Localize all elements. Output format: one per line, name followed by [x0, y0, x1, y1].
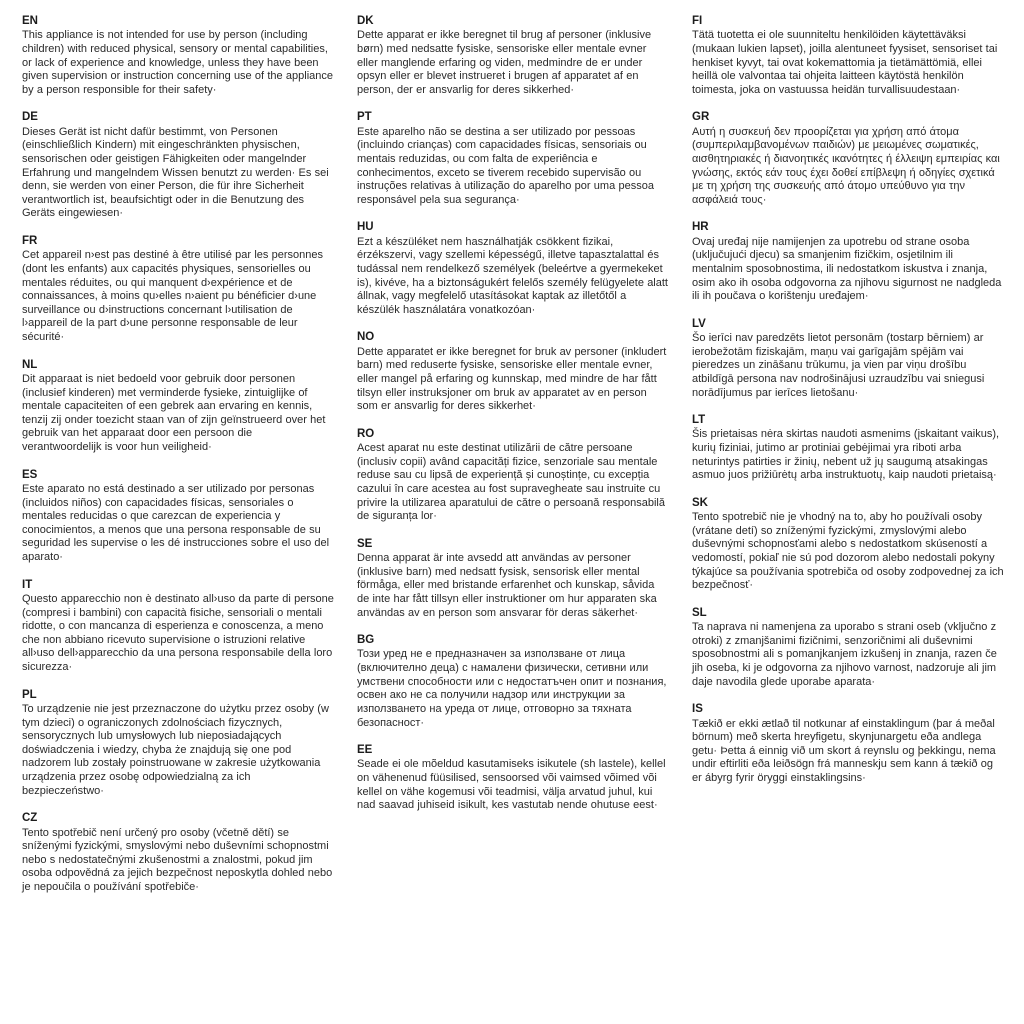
language-section	[357, 14, 669, 97]
language-section	[22, 468, 334, 565]
language-paragraph: Acest aparat nu este destinat utilizării de către persoane (inclusiv copii) având capacități fizice, senzoriale sau mentale reduse sau cu lipsă de experiență și cunoștințe, cu excepția cazului în care acestea au fost supravegheate sau instruite cu privire la utilizarea aparatului de către o persoană responsabilă de siguranța lor·	[357, 442, 665, 523]
language-code-heading: SE	[357, 537, 373, 550]
language-section	[357, 330, 669, 413]
language-paragraph: Dette apparat er ikke beregnet til brug af personer (inklusive børn) med nedsatte fysiske, sensoriske eller mentale evner eller manglende erfaring og viden, medmindre de er under opsyn eller er blevet instrueret i brugen af apparatet af en person, der er ansvarlig for deres sikkerhed·	[357, 29, 652, 96]
language-section	[357, 537, 669, 620]
language-code-heading: FR	[22, 235, 38, 247]
language-code-heading: EN	[22, 15, 38, 27]
column-middle	[357, 14, 669, 1014]
language-section	[22, 688, 334, 799]
language-section	[22, 358, 334, 455]
language-section	[22, 14, 334, 97]
language-paragraph: Ezt a készüléket nem használhatják csökkent fizikai, érzékszervi, vagy szellemi képességű, illetve tapasztalattal és tudással nem rendelkező személyek (beleértve a gyermekeket is), kivéve, ha a biztonságukért felelős személy felügyelete alatt állnak, vagy megfelelő utasításokat kaptak az illetőtől a készülék használatára vonatkozóan·	[357, 235, 668, 316]
language-code-heading: EE	[357, 744, 373, 757]
language-paragraph: To urządzenie nie jest przeznaczone do użytku przez osoby (w tym dzieci) o ograniczonych zdolnościach fizycznych, sensorycznych lub umysłowych lub nieposiadających doświadczenia i wiedzy, chyba że znajdują się one pod nadzorem lub zostały poinstruowane w zakresie użytkowania urządzenia przez osobę odpowiedzialną za ich bezpieczeństwo·	[22, 702, 329, 797]
language-paragraph: Dette apparatet er ikke beregnet for bruk av personer (inkludert barn) med reduserte fysiske, sensoriske eller mentale evner, eller mangel på erfaring og kunnskap, med mindre de har fått tilsyn eller instruksjoner om bruk av apparatet av en person som er ansvarlig for deres sikkerhet·	[357, 345, 667, 413]
language-code-heading: PL	[22, 688, 37, 701]
language-paragraph: Tento spotrebič nie je vhodný na to, aby ho používali osoby (vrátane detí) so zníženými fyzickými, zmyslovými alebo duševnými schopnosťami alebo s nedostatkom skúseností a vedomostí, pokiaľ nie sú pod dozorom alebo nedostali pokyny týkajúce sa používania spotrebiča od osoby zodpovednej za ich bezpečnosť·	[692, 511, 1004, 592]
language-code-heading: CZ	[22, 812, 38, 825]
language-section	[357, 427, 669, 524]
language-paragraph: Seade ei ole mõeldud kasutamiseks isikutele (sh lastele), kellel on vähenenud füüsilised, sensoorsed või vaimsed võimed või kellel on vähe kogemusi või teadmisi, välja arvatud juhul, kui nad saavad juhiseid isikult, kes vastutab nende ohutuse eest·	[357, 758, 666, 812]
language-paragraph: Šis prietaisas nėra skirtas naudoti asmenims (įskaitant vaikus), kurių fiziniai, jutimo ar protiniai gebėjimai yra riboti arba neturintys patirties ir žinių, nebent už jų saugumą atsakingas asmuo juos prižiūrėtų arba instruktuotų, kaip naudoti prietaisą·	[692, 428, 1000, 482]
language-code-heading: HU	[357, 221, 374, 234]
language-code-heading: LV	[692, 317, 706, 330]
language-code-heading: RO	[357, 427, 375, 440]
language-code-heading: IS	[692, 703, 703, 716]
language-section	[22, 578, 334, 675]
language-paragraph: Questo apparecchio non è destinato all›uso da parte di persone (compresi i bambini) con capacità fisiche, sensoriali o mentali ridotte, o con mancanza di esperienza e conoscenza, a meno che non abbiano ricevuto supervisione o istruzioni relative all›uso dell›apparecchio da una persona responsabile della loro sicurezza·	[22, 592, 334, 673]
language-paragraph: Ta naprava ni namenjena za uporabo s strani oseb (vključno z otroki) z zmanjšanimi fizičnimi, senzoričnimi ali duševnimi sposobnostmi ali s pomanjkanjem izkušenj in znanja, razen če jih oseba, ki je odgovorna za njihovo varnost, nadzoruje ali jim daje navodila glede uporabe aparata·	[692, 621, 997, 688]
language-paragraph: Αυτή η συσκευή δεν προορίζεται για χρήση από άτομα (συμπεριλαμβανομένων παιδιών) με μειωμένες σωματικές, αισθητηριακές ή διανοητικές ικανότητες ή έλλειψη εμπειρίας και γνώσης, εκτός εάν τους έχει δοθεί επίβλεψη ή οδηγίες σχετικά με τη χρήση της συσκευής από άτομο υπεύθυνο για την ασφάλειά τους·	[692, 125, 1000, 206]
language-section	[692, 496, 1004, 593]
language-section	[692, 413, 1004, 483]
language-section	[357, 110, 669, 207]
language-paragraph: Dit apparaat is niet bedoeld voor gebruik door personen (inclusief kinderen) met verminderde fysieke, zintuiglijke of mentale capaciteiten of een gebrek aan ervaring en kennis, tenzij zij onder toezicht staan van of zijn geïnstrueerd over het gebruik van het apparaat door een persoon die verantwoordelijk is voor hun veiligheid·	[22, 372, 326, 453]
language-section	[357, 743, 669, 813]
language-section	[357, 220, 669, 317]
language-code-heading: GR	[692, 111, 710, 124]
language-paragraph: This appliance is not intended for use by person (including children) with reduced physical, sensory or mental capabilities, or lack of experience and knowledge, unless they have been given supervision or instruction concerning use of the appliance by a person responsible for their safety·	[22, 29, 334, 96]
language-paragraph: Este aparelho não se destina a ser utilizado por pessoas (incluindo crianças) com capacidades físicas, sensoriais ou mentais reduzidas, ou com falta de experiência e conhecimentos, exceto se tiverem recebido supervisão ou instruções relativas à utilização do aparelho por uma pessoa responsável pela sua segurança·	[357, 125, 654, 206]
language-section	[692, 702, 1004, 785]
language-paragraph: Cet appareil n›est pas destiné à être utilisé par les personnes (dont les enfants) aux capacités physiques, sensorielles ou mentales réduites, ou qui manquent d›expérience et de connaissances, à moins qu›elles n›aient pu bénéficier d›une surveillance ou d›instructions concernant l›utilisation de l›appareil de la part d›une personne responsable de leur sécurité·	[22, 249, 324, 343]
language-code-heading: NO	[357, 331, 375, 344]
language-section	[357, 633, 669, 730]
language-paragraph: Este aparato no está destinado a ser utilizado por personas (incluidos niños) con capacidades físicas, sensoriales o mentales reducidas o que carezcan de experiencia y conocimientos, a menos que una persona responsable de su seguridad les supervise o les dé instrucciones sobre el uso del aparato·	[22, 482, 330, 563]
language-paragraph: Dieses Gerät ist nicht dafür bestimmt, von Personen (einschließlich Kindern) mit eingeschränkten physischen, sensorischen oder geistigen Fähigkeiten oder mangelnder Erfahrung und mangelndem Wissen benutzt zu werden· Es sei denn, sie werden von einer Person, die für ihre Sicherheit verantwortlich ist, beaufsichtigt oder in die Benutzung des Geräts eingewiesen·	[22, 125, 329, 220]
language-section	[22, 110, 334, 221]
language-paragraph: Tento spotřebič není určený pro osoby (včetně dětí) se sníženými fyzickými, smyslovými nebo duševními schopnostmi nebo s nedostatečnými zkušenostmi a znalostmi, pokud jim osoba odpovědná za jejich bezpečnost neposkytla dohled nebo je nepoučila o používání spotřebiče·	[22, 826, 333, 893]
language-section	[692, 14, 1004, 97]
language-paragraph: Ovaj uređaj nije namijenjen za upotrebu od strane osoba (uključujući djecu) sa smanjenim fizičkim, osjetilnim ili mentalnim sposobnostima, ili nedostatkom iskustva i znanja, osim ako ih osoba odgovorna za njihovu sigurnost ne nadgleda ili ih poučava o korištenju uređajem·	[692, 235, 1002, 303]
language-section	[22, 811, 334, 894]
language-code-heading: ES	[22, 468, 38, 481]
language-paragraph: Този уред не е предназначен за използване от лица (включително деца) с намалени физически, сетивни или умствени способности или с недостатъчен опит и познания, освен ако не са получили надзор или инструкции за използването на уреда от лице, отговорно за тяхната безопасност·	[357, 648, 667, 729]
language-paragraph: Denna apparat är inte avsedd att användas av personer (inklusive barn) med nedsatt fysisk, sensorisk eller mental förmåga, eller med bristande erfarenhet och kunskap, såvida de inte har fått tillsyn eller instruktioner om hur apparaten ska användas av en person som ansvarar för deras säkerhet·	[357, 552, 657, 619]
language-section	[692, 220, 1004, 303]
language-code-heading: IT	[22, 578, 33, 591]
column-left	[22, 14, 334, 1014]
language-code-heading: SL	[692, 606, 707, 619]
language-code-heading: SK	[692, 496, 708, 509]
language-code-heading: LT	[692, 414, 706, 427]
language-code-heading: HR	[692, 221, 709, 234]
language-paragraph: Tækið er ekki ætlað til notkunar af einstaklingum (þar á meðal börnum) með skerta hreyfigetu, skynjunargetu eða andlega getu· Þetta á einnig við um skort á reynslu og þekkingu, nema undir eftirliti eða leiðsögn frá manneskju sem kann á tækið og er ábyrg fyrir öryggi einstaklingsins·	[692, 717, 996, 784]
language-section	[692, 110, 1004, 207]
language-section	[692, 606, 1004, 689]
language-paragraph: Šo ierīci nav paredzēts lietot personām (tostarp bērniem) ar ierobežotām fiziskajām, maņu vai garīgajām spējām vai pieredzes un zināšanu trūkumu, ja vien par viņu drošību atbildīgā persona nav nodrošinājusi uzraudzību vai sniegusi norādījumus par ierīces lietošanu·	[692, 332, 985, 399]
column-right	[692, 14, 1004, 1014]
language-code-heading: DE	[22, 111, 38, 124]
language-code-heading: BG	[357, 634, 375, 647]
language-section	[692, 317, 1004, 400]
language-code-heading: FI	[692, 15, 703, 27]
language-section	[22, 234, 334, 345]
language-code-heading: NL	[22, 358, 38, 371]
language-code-heading: DK	[357, 15, 374, 27]
language-paragraph: Tätä tuotetta ei ole suunniteltu henkilöiden käytettäväksi (mukaan lukien lapset), joilla alentuneet fyysiset, sensoriset tai henkiset kyvyt, tai ovat kokemattomia ja tietämättömiä, ellei heillä ole valvontaa tai ohjeita laitteen käytöstä henkilön toimesta, joka on vastuussa heidän turvallisuudestaan·	[692, 29, 998, 96]
language-code-heading: PT	[357, 111, 372, 124]
